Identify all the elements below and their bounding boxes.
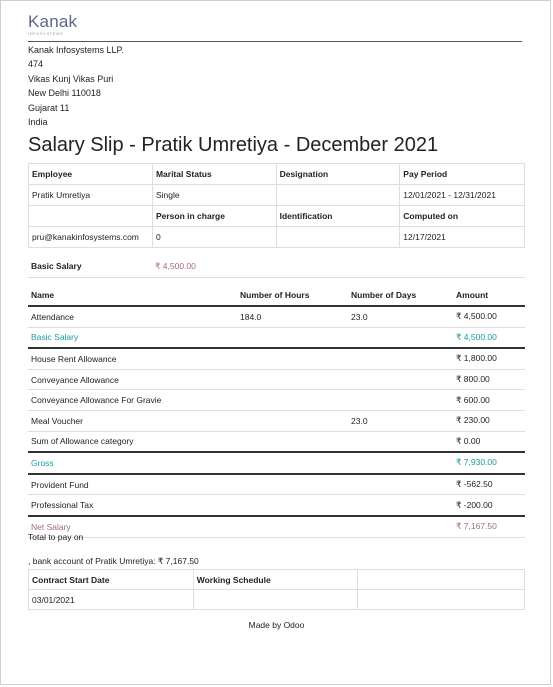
address-line: Kanak Infosystems LLP. [28,45,124,55]
line-hours [237,495,348,516]
contract-start-date: 03/01/2021 [29,590,194,610]
line-name: Meal Voucher [28,410,237,431]
contract-header-row [29,570,525,590]
line-name: Conveyance Allowance [28,369,237,390]
line-name: Conveyance Allowance For Gravie [28,390,237,411]
logo-tagline: INFOSYSTEMS [28,31,64,36]
salary-line-row [28,495,525,516]
line-days: 23.0 [348,410,453,431]
pay-period: 12/01/2021 - 12/31/2021 [400,185,525,206]
salary-line-row [28,474,525,495]
line-days [348,369,453,390]
salary-line-row [28,516,525,537]
line-days [348,452,453,474]
computed-on: 12/17/2021 [400,227,525,248]
company-address [28,43,124,129]
header-cell: Marital Status [152,164,276,185]
line-amount: ₹ 4,500.00 [453,306,525,327]
line-days [348,495,453,516]
line-amount: ₹ 600.00 [453,390,525,411]
salary-line-row [28,306,525,327]
column-header: Name [28,285,237,306]
line-hours [237,474,348,495]
line-hours [237,369,348,390]
marital-status: Single [152,185,276,206]
line-days [348,474,453,495]
contract-table [28,569,525,610]
logo-wordmark: Kanak [28,12,78,31]
salary-lines-table [28,285,525,538]
header-cell: Pay Period [400,164,525,185]
line-amount: ₹ 7,167.50 [453,516,525,537]
line-amount: ₹ 230.00 [453,410,525,431]
header-cell [29,206,153,227]
salary-line-row [28,348,525,369]
basic-salary-label: Basic Salary [31,261,82,271]
address-line: India [28,117,48,128]
line-name: House Rent Allowance [28,348,237,369]
line-amount: ₹ -562.50 [453,474,525,495]
header-cell: Working Schedule [193,570,358,590]
header-cell: Person in charge [152,206,276,227]
address-line: Vikas Kunj Vikas Puri [28,73,114,84]
company-logo [28,13,88,39]
line-name: Attendance [28,306,237,327]
line-days [348,348,453,369]
employee-email: pru@kanakinfosystems.com [29,227,153,248]
bank-account-text: , bank account of Pratik Umretiya: ₹ 7,167.50 [28,556,199,566]
header-cell: Identification [276,206,400,227]
line-name: Basic Salary [28,327,237,348]
page-title: Salary Slip - Pratik Umretiya - December 2021 [28,134,439,156]
line-hours [237,516,348,537]
line-hours [237,410,348,431]
header-cell: Designation [276,164,400,185]
line-days [348,516,453,537]
employee-info-table [28,163,525,248]
column-header: Number of Hours [237,285,348,306]
line-hours [237,452,348,474]
header-cell: Employee [29,164,153,185]
employee-value-row [29,185,525,206]
header-divider [28,41,522,42]
line-hours [237,348,348,369]
basic-salary-value: ₹ 4,500.00 [155,261,196,271]
header-cell: Contract Start Date [29,570,194,590]
salary-line-row [28,431,525,452]
employee-header-row [29,164,525,185]
line-days [348,390,453,411]
line-amount: ₹ 0.00 [453,431,525,452]
employee-value-row [29,227,525,248]
salary-line-row [28,410,525,431]
salary-line-row [28,390,525,411]
salary-line-row [28,369,525,390]
employee-name: Pratik Umretiya [29,185,153,206]
line-hours: 184.0 [237,306,348,327]
salary-line-row [28,452,525,474]
header-cell: Computed on [400,206,525,227]
line-name: Provident Fund [28,474,237,495]
basic-salary-row [28,255,525,278]
line-amount: ₹ 7,930.00 [453,452,525,474]
working-schedule [193,590,358,610]
salary-line-row [28,327,525,348]
line-days [348,431,453,452]
contract-value-row [29,590,525,610]
line-amount: ₹ 800.00 [453,369,525,390]
column-header: Amount [453,285,525,306]
column-header: Number of Days [348,285,453,306]
address-line: Gujarat 11 [28,102,70,113]
line-name: Gross [28,452,237,474]
footer-text: Made by Odoo [248,620,305,630]
person-in-charge: 0 [152,227,276,248]
line-amount: ₹ 1,800.00 [453,348,525,369]
employee-header-row [29,206,525,227]
line-hours [237,431,348,452]
line-name: Net Salary [28,516,237,537]
total-to-pay-text: Total to pay on [28,532,84,542]
line-hours [237,390,348,411]
line-amount: ₹ -200.00 [453,495,525,516]
line-amount: ₹ 4,500.00 [453,327,525,348]
lines-header-row [28,285,525,306]
address-line: New Delhi 110018 [28,88,101,99]
line-name: Professional Tax [28,495,237,516]
identification [276,227,400,248]
line-days [348,327,453,348]
line-name: Sum of Allowance category [28,431,237,452]
address-line: 474 [28,59,44,70]
header-cell [358,570,525,590]
line-hours [237,327,348,348]
line-days: 23.0 [348,306,453,327]
designation [276,185,400,206]
contract-cell [358,590,525,610]
